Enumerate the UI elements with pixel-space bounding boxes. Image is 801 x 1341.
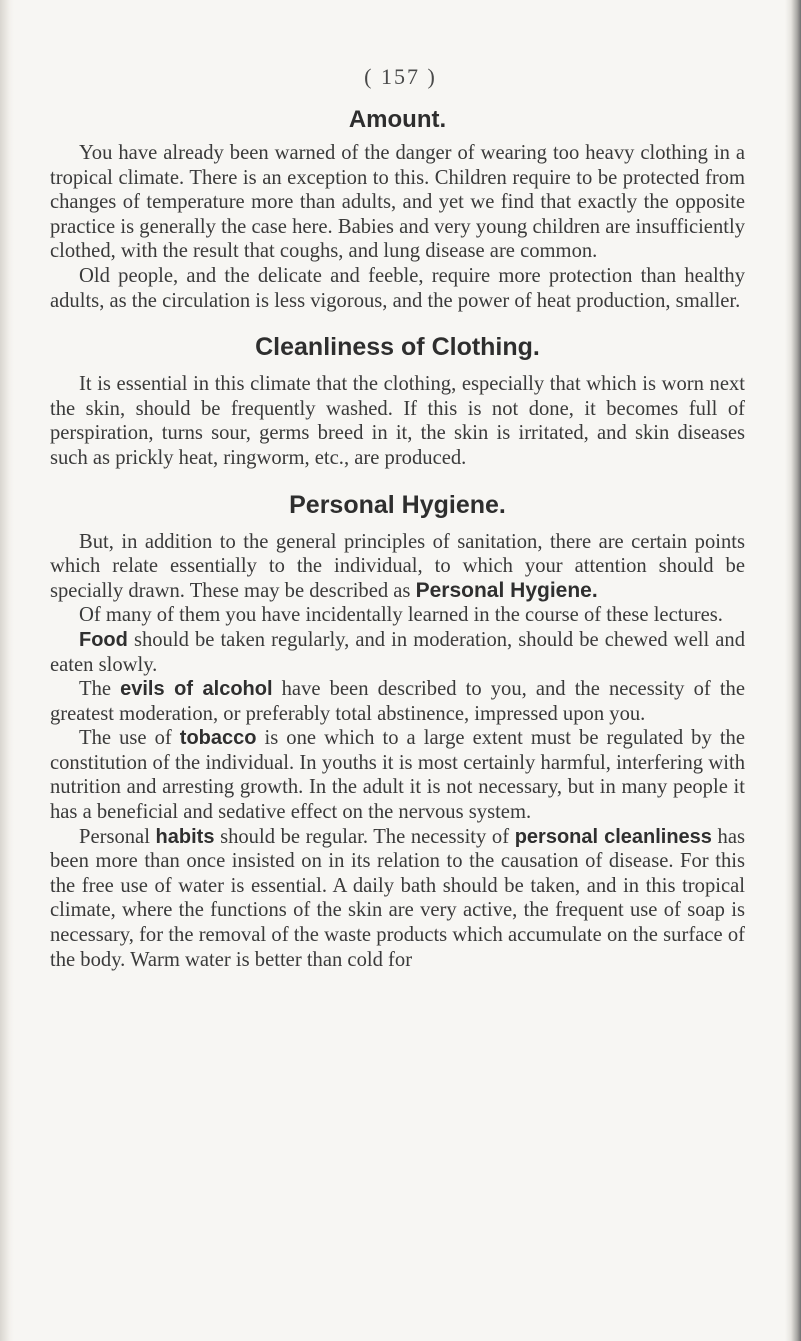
- food-text: should be taken regularly, and in moderation, should be chewed well and eaten slowly.: [50, 628, 745, 676]
- paragraph-habits: [50, 825, 745, 973]
- paragraph-cleanliness-1: It is essential in this climate that the clothing, especially that which is worn next the skin, should be frequently washed. If this is not done, it becomes full of perspiration, turns sour, germs breed in it, the skin is irritated, and skin diseases such as prickly heat, ringworm, etc., are produced.: [50, 373, 745, 469]
- hygiene-intro-text: But, in addition to the general principles of sanitation, there are certain points which relate essentially to the individual, to which your attention should be specially drawn. These may be described as: [50, 530, 745, 602]
- heading-personal-hygiene: Personal Hygiene.: [289, 490, 506, 519]
- evils-of-alcohol-term: evils of alcohol: [120, 678, 273, 701]
- personal-cleanliness-term: personal cleanliness: [514, 825, 712, 848]
- paragraph-food: [50, 628, 745, 677]
- personal-hygiene-term: Personal Hygiene.: [415, 578, 598, 602]
- page-left-edge: [0, 0, 14, 1341]
- page-body: [50, 103, 745, 972]
- heading-cleanliness-of-clothing: Cleanliness of Clothing.: [255, 333, 540, 362]
- habits-text: should be regular. The necessity of: [214, 825, 515, 848]
- tobacco-pre: The use of: [79, 727, 180, 750]
- food-term: Food: [79, 628, 128, 651]
- tobacco-text: is one which to a large extent must be regulated by the constitution of the individual. In youths it is most certainly harmful, interfering with nutrition and arresting growth. In the adult it is not necessary, but in many people it has a beneficial and sedative effect on the nervous system.: [50, 727, 745, 824]
- alcohol-pre: The: [79, 678, 121, 701]
- heading-amount: Amount.: [348, 106, 447, 133]
- cleanliness-text: has been more than once insisted on in its relation to the causation of disease. For this the free use of water is essential. A daily bath should be taken, and in this tropical climate, where the functions of the skin are very active, the frequent use of soap is necessary, for the removal of the waste products which accumulate on the surface of the body. Warm water is better than cold for: [50, 825, 746, 971]
- habits-pre: Personal: [79, 825, 156, 848]
- paragraph-alcohol: [50, 677, 745, 726]
- tobacco-term: tobacco: [179, 727, 257, 750]
- paragraph-hygiene-2: Of many of them you have incidentally learned in the course of these lectures.: [79, 604, 723, 627]
- paragraph-hygiene-1: [50, 530, 745, 604]
- alcohol-text: have been described to you, and the necessity of the greatest moderation, or preferably total abstinence, impressed upon you.: [50, 678, 745, 725]
- paragraph-amount-1: You have already been warned of the danger of wearing too heavy clothing in a tropical climate. There is an exception to this. Children require to be protected from changes of temperature more than adults, and yet we find that exactly the opposite practice is generally the case here. Babies and very young children are insufficiently clothed, with the result that coughs, and lung disease are common.: [50, 142, 745, 263]
- page-number: ( 157 ): [364, 64, 437, 89]
- page-right-edge: [785, 0, 801, 1341]
- paragraph-amount-2: Old people, and the delicate and feeble, require more protection than healthy adults, as the circulation is less vigorous, and the power of heat production, smaller.: [50, 264, 745, 312]
- habits-term: habits: [155, 825, 215, 848]
- paragraph-tobacco: [50, 726, 745, 824]
